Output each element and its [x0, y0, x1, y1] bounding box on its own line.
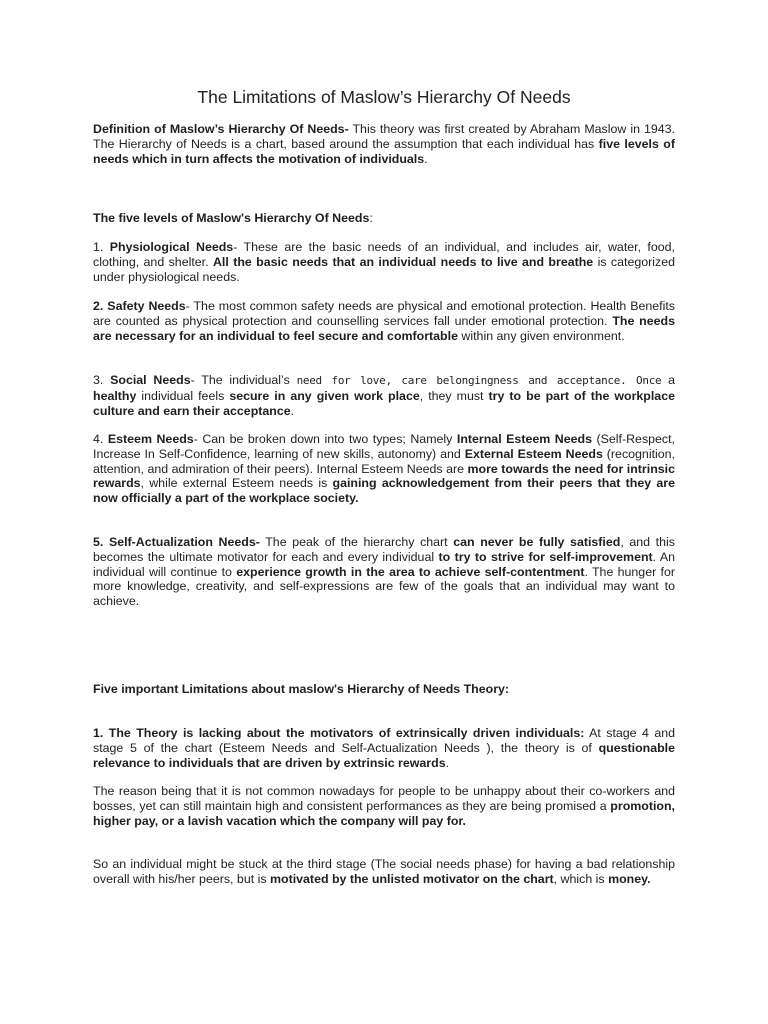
- limitation-1-emphasis: questionable relevance to individuals that are driven by extrinsic rewards: [93, 740, 675, 770]
- level-3-text-3: individual feels: [136, 388, 230, 403]
- level-3-emphasis-1: healthy: [93, 388, 137, 403]
- level-5-text: The peak of the hierarchy chart: [259, 535, 454, 549]
- level-4-label: Esteem Needs: [107, 432, 194, 446]
- limitations-heading-text: Five important Limitations about maslow's Hierarchy of Needs Theory:: [93, 682, 510, 696]
- level-2-label: . Safety Needs: [99, 299, 186, 313]
- five-levels-heading-text: The five levels of Maslow's Hierarchy Of Needs: [93, 211, 370, 225]
- level-3-text-2: a: [661, 373, 676, 387]
- level-4-text-3: (recognition, attention, and admiration of their peers). Internal Esteem Needs are: [93, 446, 675, 476]
- limitation-1-text: At stage 4 and stage 5 of the chart (Esteem Needs and Self-Actualization Needs ), the theory is of: [93, 726, 675, 755]
- limitation-1-paragraph: [93, 726, 675, 770]
- level-4-text: - Can be broken down into two types; Namely: [193, 432, 457, 446]
- limitation-1-end: .: [445, 755, 450, 770]
- level-3-text: - The individual’s: [190, 373, 297, 387]
- five-levels-heading-colon: :: [369, 211, 373, 225]
- level-5-text-4: . The hunger for more knowledge, creativity, and self-expressions are few of the goals that an individual may want to achieve.: [93, 564, 675, 609]
- level-3-text-4: , they must: [419, 388, 489, 403]
- level-2-text-end: within any given environment.: [457, 328, 625, 343]
- definition-label: Definition of Maslow’s Hierarchy Of Needs-: [93, 122, 349, 136]
- level-1-paragraph: [93, 240, 675, 284]
- definition-text: This theory was first created by Abraham Maslow in 1943. The Hierarchy of Needs is a chart, based around the assumption that each individual has: [93, 122, 675, 151]
- level-3-mono-text: need for love, care belongingness and acceptance. Once: [296, 374, 662, 387]
- level-1-emphasis: All the basic needs that an individual needs to live and breathe: [212, 254, 594, 269]
- conclusion-text: So an individual might be stuck at the third stage (The social needs phase) for having a bad relationship overall with his/her peers, but is: [93, 857, 675, 886]
- level-1-label: Physiological Needs: [109, 240, 234, 254]
- level-2-paragraph: [93, 299, 675, 343]
- reason-paragraph: [93, 784, 675, 828]
- definition-paragraph: [93, 122, 675, 166]
- five-levels-heading: [93, 211, 675, 226]
- limitations-heading: [93, 682, 675, 697]
- level-5-label: 5. Self-Actualization Needs-: [93, 535, 260, 549]
- level-3-end: .: [290, 403, 295, 418]
- level-4-emphasis-2: External Esteem Needs: [464, 446, 603, 461]
- reason-text: The reason being that it is not common nowadays for people to be unhappy about their co-workers and bosses, yet can still maintain high and consistent performances as they are being promised a: [93, 784, 675, 813]
- level-3-label: Social Needs: [110, 373, 191, 387]
- level-5-paragraph: [93, 535, 675, 609]
- level-5-text-3: . An individual will continue to: [93, 549, 675, 579]
- definition-end: .: [424, 151, 428, 166]
- level-5-emphasis-3: experience growth in the area to achieve self-contentment: [236, 564, 585, 579]
- reason-emphasis: promotion, higher pay, or a lavish vacation which the company will pay for.: [93, 798, 675, 828]
- limitation-1-label: 1. The Theory is lacking about the motivators of extrinsically driven individuals:: [93, 726, 585, 740]
- conclusion-text-2: , which is: [553, 871, 609, 886]
- level-5-emphasis-2: to try to strive for self-improvement: [438, 549, 653, 564]
- level-4-emphasis-4: gaining acknowledgement from their peers that they are now officially a part of the workplace society.: [93, 476, 675, 506]
- level-4-emphasis-1: Internal Esteem Needs: [456, 432, 592, 446]
- level-2-number: 2: [93, 299, 100, 313]
- level-4-text-2: (Self-Respect, Increase In Self-Confidence, learning of new skills, autonomy) and: [93, 432, 675, 461]
- level-3-paragraph: [93, 373, 675, 418]
- conclusion-emphasis-1: motivated by the unlisted motivator on the chart: [270, 871, 554, 886]
- level-3-emphasis-2: secure in any given work place: [229, 388, 420, 403]
- level-1-number: 1.: [93, 240, 110, 254]
- conclusion-emphasis-2: money.: [608, 871, 651, 886]
- definition-emphasis: five levels of needs which in turn affects the motivation of individuals: [93, 136, 675, 166]
- conclusion-paragraph: [93, 857, 675, 887]
- level-4-paragraph: [93, 432, 675, 506]
- page-title: The Limitations of Maslow’s Hierarchy Of Needs: [197, 87, 571, 107]
- level-1-text: - These are the basic needs of an individual, and includes air, water, food, clothing, and shelter.: [93, 240, 675, 269]
- level-4-text-4: , while external Esteem needs is: [140, 476, 333, 491]
- level-5-emphasis-1: can never be fully satisfied: [453, 535, 621, 549]
- level-1-text-end: is categorized under physiological needs.: [93, 254, 675, 284]
- level-3-number: 3.: [93, 373, 111, 387]
- level-4-number: 4.: [93, 432, 108, 446]
- level-4-emphasis-3: more towards the need for intrinsic rewards: [93, 461, 675, 491]
- level-2-text: - The most common safety needs are physical and emotional protection. Health Benefits are counted as physical protection and counselling services fall under emotional protection.: [93, 299, 675, 328]
- level-5-text-2: , and this becomes the ultimate motivator for each and every individual: [93, 535, 675, 564]
- level-2-emphasis: The needs are necessary for an individual to feel secure and comfortable: [93, 313, 675, 343]
- level-3-emphasis-3: try to be part of the workplace culture and earn their acceptance: [93, 388, 675, 418]
